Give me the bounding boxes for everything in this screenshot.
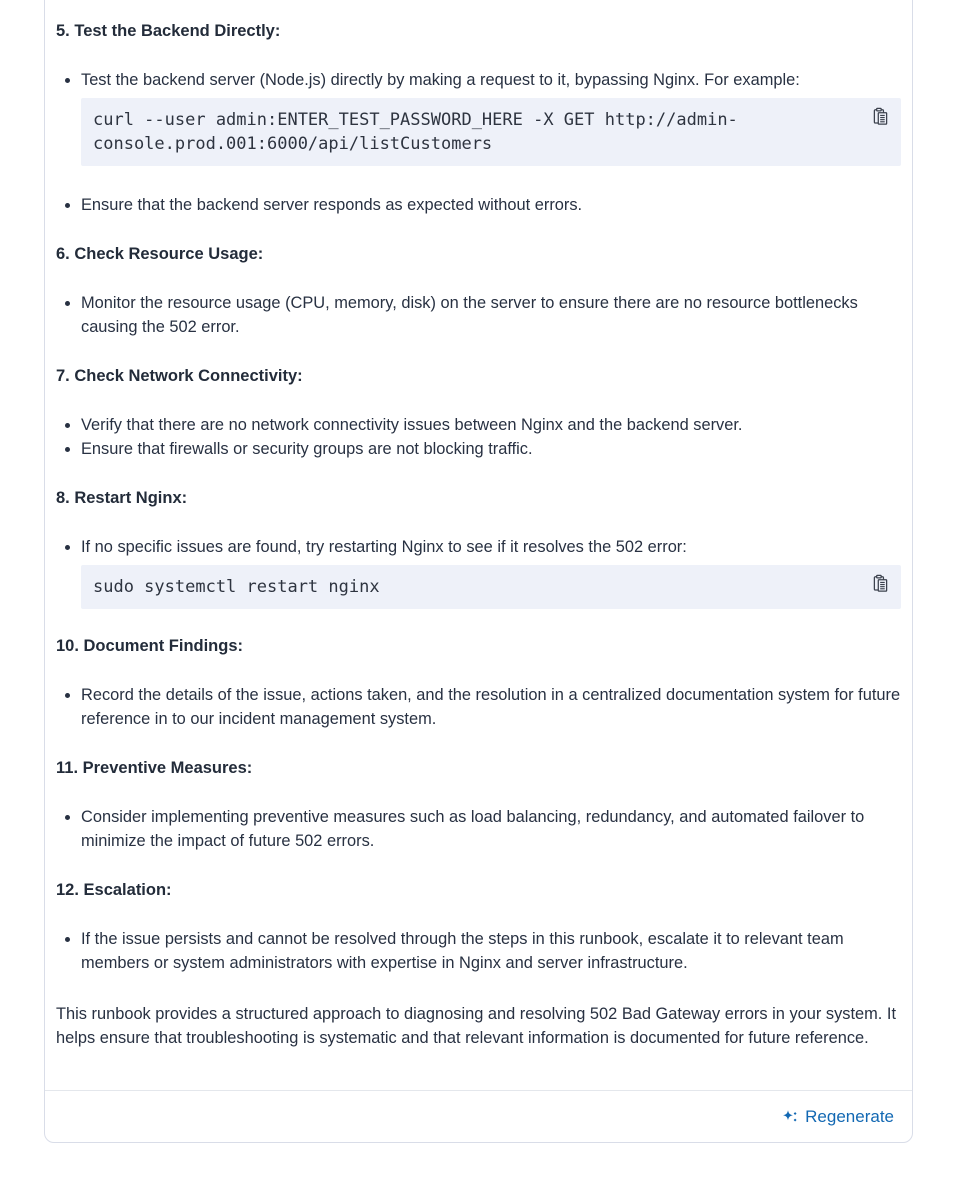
bullet-list (56, 68, 901, 166)
bullet-item (81, 68, 901, 166)
bullet-item: • Verify that there are no network connectivity issues between Nginx and the backend server. (81, 413, 901, 437)
section-heading-12: 12. Escalation: (56, 881, 172, 899)
bullet-item: • Monitor the resource usage (CPU, memory, disk) on the server to ensure there are no resource bottlenecks causing the 502 error. (81, 291, 901, 339)
runbook-content (45, 0, 912, 1090)
section-heading-11: 11. Preventive Measures: (56, 759, 253, 777)
regenerate-label: Regenerate (805, 1106, 894, 1126)
code-text: curl --user admin:ENTER_TEST_PASSWORD_HERE -X GET http://admin-console.prod.001:6000/api/listCustomers (93, 110, 738, 154)
message-footer (45, 1090, 912, 1142)
bullet-item: • Ensure that the backend server responds as expected without errors. (81, 193, 901, 217)
bullet-item: • Consider implementing preventive measures such as load balancing, redundancy, and automated failover to minimize the impact of future 502 errors. (81, 805, 901, 853)
bullet-text: Test the backend server (Node.js) directly by making a request to it, bypassing Nginx. For example: (81, 71, 800, 89)
code-block (81, 98, 901, 166)
code-text: sudo systemctl restart nginx (93, 577, 380, 597)
closing-paragraph: This runbook provides a structured approach to diagnosing and resolving 502 Bad Gateway errors in your system. It helps ensure that troubleshooting is systematic and that relevant information is documented for future reference. (56, 1005, 897, 1047)
copy-icon (871, 107, 890, 129)
bullet-list (56, 535, 901, 609)
bullet-list (56, 291, 901, 339)
bullet-item: • Record the details of the issue, actions taken, and the resolution in a centralized documentation system for future reference in to our incident management system. (81, 683, 901, 731)
sparkle-icon (782, 1109, 798, 1125)
bullet-item: • If the issue persists and cannot be resolved through the steps in this runbook, escalate it to relevant team members or system administrators with expertise in Nginx and server infrastructure. (81, 927, 901, 975)
section-heading-10: 10. Document Findings: (56, 637, 244, 655)
assistant-message-card (44, 0, 913, 1143)
bullet-item (81, 535, 901, 609)
section-heading-7: 7. Check Network Connectivity: (56, 367, 303, 385)
copy-code-button[interactable] (868, 573, 892, 597)
bullet-list (56, 683, 901, 731)
bullet-text: If no specific issues are found, try restarting Nginx to see if it resolves the 502 error: (81, 538, 687, 556)
section-heading-5: 5. Test the Backend Directly: (56, 22, 281, 40)
regenerate-button[interactable] (780, 1103, 896, 1131)
bullet-list (56, 193, 901, 217)
bullet-item: • Ensure that firewalls or security groups are not blocking traffic. (81, 437, 901, 461)
bullet-list (56, 805, 901, 853)
copy-icon (871, 574, 890, 596)
code-block (81, 565, 901, 609)
copy-code-button[interactable] (868, 106, 892, 130)
bullet-list (56, 927, 901, 975)
section-heading-6: 6. Check Resource Usage: (56, 245, 264, 263)
section-heading-8: 8. Restart Nginx: (56, 489, 188, 507)
bullet-list (56, 413, 901, 461)
